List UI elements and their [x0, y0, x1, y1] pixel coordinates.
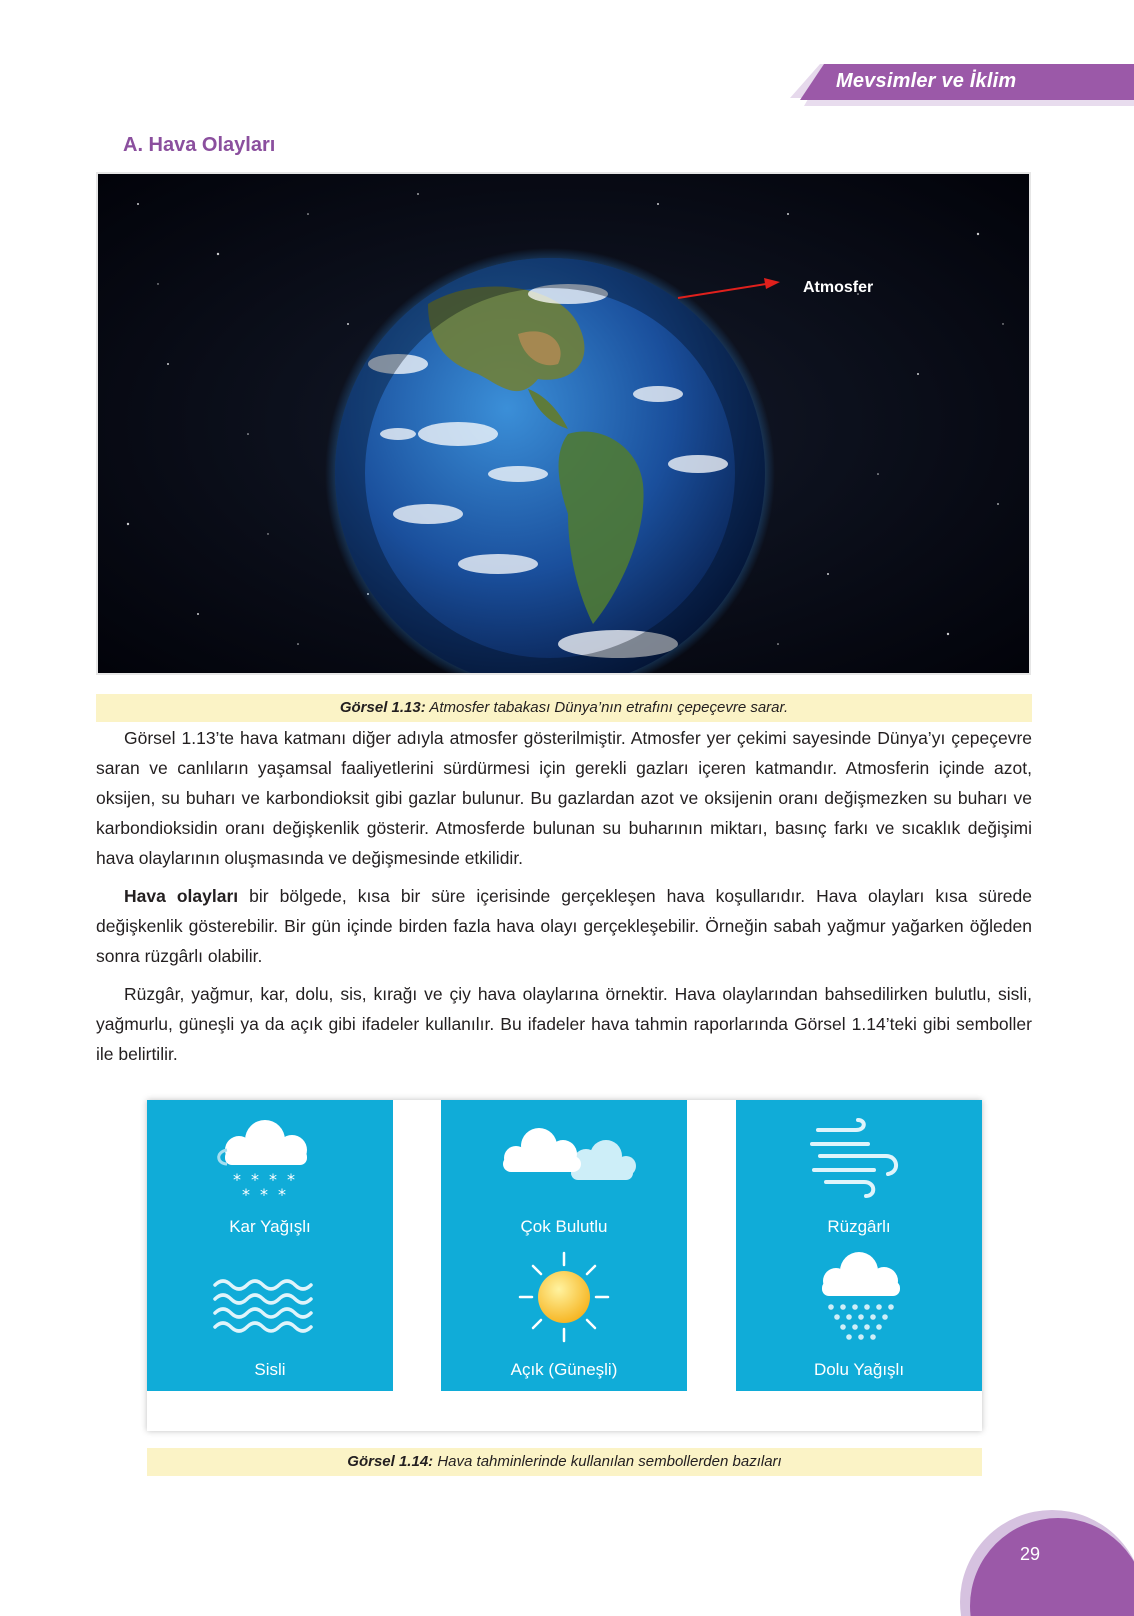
- symbol-tile-wind: [736, 1100, 982, 1248]
- chapter-title: Mevsimler ve İklim: [836, 70, 1017, 92]
- figure-caption-1: [96, 694, 1032, 722]
- symbol-tile-fog: [147, 1243, 393, 1391]
- svg-text:*: *: [233, 1170, 241, 1189]
- svg-text:*: *: [287, 1170, 295, 1189]
- hail-cloud-icon: [736, 1243, 982, 1353]
- symbol-label: Dolu Yağışlı: [813, 1360, 905, 1379]
- snow-cloud-icon: [147, 1100, 393, 1210]
- caption-text: Atmosfer tabakası Dünya’nın etrafını çepeçevre sarar.: [425, 699, 789, 716]
- caption-ref: Görsel 1.13:: [339, 699, 426, 716]
- term-bold: Hava olayları: [124, 886, 239, 906]
- figure-caption-2: [147, 1448, 982, 1476]
- body-text: [96, 723, 1032, 1077]
- page-number: 29: [1020, 1544, 1041, 1564]
- symbol-tile-sun: [441, 1243, 687, 1391]
- svg-text:*: *: [269, 1170, 277, 1189]
- symbol-label: Açık (Güneşli): [510, 1360, 618, 1379]
- caption-text: Hava tahminlerinde kullanılan sembollerden bazıları: [433, 1453, 782, 1470]
- caption-ref: Görsel 1.14:: [347, 1453, 434, 1470]
- sun-icon: [441, 1243, 687, 1353]
- paragraph: Rüzgâr, yağmur, kar, dolu, sis, kırağı ve çiy hava olaylarına örnektir. Hava olaylarından bahsedilirken bulutlu, sisli, yağmurlu, güneşli ya da açık gibi ifadeler kullanılır. Bu ifadeler hava tahmin raporlarında Görsel 1.14’teki gibi semboller ile belirtilir.: [96, 984, 1032, 1064]
- symbol-label: Rüzgârlı: [827, 1217, 891, 1236]
- cloudy-icon: [441, 1100, 687, 1210]
- svg-text:*: *: [251, 1170, 259, 1189]
- symbol-label: Sisli: [254, 1360, 286, 1379]
- paragraph-text: bir bölgede, kısa bir süre içerisinde gerçekleşen hava koşullarıdır. Hava olayları kısa sürede değişkenlik gösterebilir. Bir gün içinde birden fazla hava olayı gerçekleşebilir. Örneğin sabah yağmur yağarken öğleden sonra rüzgârlı olabilir.: [96, 886, 1032, 966]
- section-title: A. Hava Olayları: [123, 134, 276, 156]
- paragraph: Görsel 1.13’te hava katmanı diğer adıyla atmosfer gösterilmiştir. Atmosfer yer çekimi sayesinde Dünya’yı çepeçevre saran ve canlıların yaşamsal faaliyetlerini sürdürmesi için gerekli gazları içeren katmandır. Atmosferin içinde azot, oksijen, su buharı ve karbondioksit gibi gazlar bulunur. Bu gazlardan azot ve oksijenin oranı değişmezken su buharı ve karbondioksidin oranı değişkenlik gösterir. Atmosferde bulunan su buharının miktarı, basınç farkı ve sıcaklık değişimi hava olaylarının oluşmasında ve değişmesinde etkilidir.: [96, 728, 1032, 868]
- page-number-badge: [960, 1510, 1134, 1616]
- symbol-tile-hail: [736, 1243, 982, 1391]
- svg-text:*: *: [242, 1185, 250, 1204]
- symbol-tile-cloudy: [441, 1100, 687, 1248]
- svg-text:*: *: [260, 1185, 268, 1204]
- atmosphere-label: Atmosfer: [803, 279, 874, 296]
- symbol-label: Çok Bulutlu: [520, 1217, 608, 1236]
- svg-text:*: *: [278, 1185, 286, 1204]
- fog-icon: [147, 1243, 393, 1353]
- earth-photo: [96, 172, 1031, 675]
- symbol-tile-snow: [147, 1100, 393, 1248]
- paragraph: [96, 881, 1032, 971]
- symbol-label: Kar Yağışlı: [229, 1217, 311, 1236]
- weather-symbols-grid: [147, 1100, 982, 1431]
- wind-icon: [736, 1100, 982, 1210]
